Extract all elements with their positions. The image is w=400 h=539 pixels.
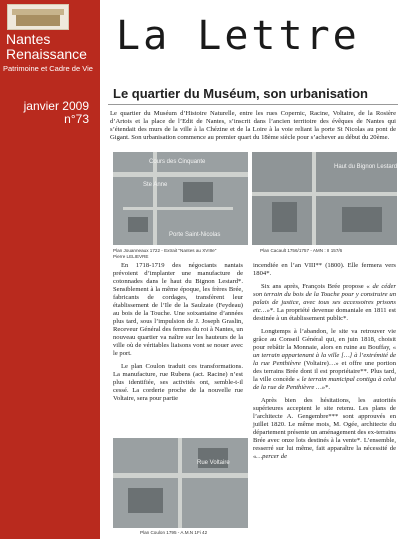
map1-label-3: Porte Saint-Nicolas: [169, 232, 221, 238]
map2-label-1: Haut du Bignon Lestard: [334, 164, 397, 170]
brand-subtitle: Patrimoine et Cadre de Vie: [3, 64, 93, 73]
article-right-column: [253, 262, 396, 466]
map-jouanneaux-image: [113, 152, 248, 245]
brand-name-line1: Nantes: [6, 31, 51, 47]
right-paragraph-1: incendiée en l’an VIII** (1800). Elle fermera vers 1804*.: [253, 262, 396, 277]
map-coulon-image: [113, 438, 248, 528]
right-paragraph-2: Six ans après, François Brée propose « de céder son terrain du bois de la Touche pour y construire un palais de justice, avec tous ses accessoires prisons etc…»*. La propriété devenue domaniale en 1811 est destinée à un établissement public*.: [253, 283, 397, 322]
map1-label-1: Cours des Cinquante: [149, 159, 206, 165]
article-left-column: [113, 262, 243, 408]
map-cacault-image: [252, 152, 397, 245]
sidebar-band: [0, 0, 100, 539]
masthead-title: La Lettre: [116, 13, 360, 59]
issue-date: janvier 2009: [23, 99, 89, 113]
logo-facade: [16, 15, 60, 26]
right-paragraph-4: Après bien des hésitations, les autorités supérieures acceptent le site retenu. Les plans de l’architecte A. Gengembre*** sont approuvés en juillet 1820. Le même mois, M. Ogée, architecte du département présente un aménagement des ex-terrains Brée avec onze lots destinés à la vente*. L’ensemble, resserré sur lui même, fait apparaître la nécessité de «…percer de: [253, 397, 396, 460]
right-paragraph-3: Longtemps à l’abandon, le site va retrouver vie grâce au Conseil Général qui, en juin 1818, choisit pour rebâtir la Monnaie, alors en ruine au Bouffay, « un terrain appartenant à la ville […] à l’extrémité de la rue Penthièvre (Voltaire)…» et offre une portion des terrains Brée dont il est propriétaire**. Plus tard, la ville concède « le terrain municipal contigu à celui de la rue de Penthièvre …»*.: [253, 328, 397, 391]
title-divider: [108, 104, 398, 105]
map3-caption: Plan Coulon 1795 - A.M.N 1Fi 42: [140, 530, 208, 535]
brand-name-line2: Renaissance: [6, 46, 87, 62]
map2-caption: Plan Cacault 1756/1757 - AMN : II 157/6: [260, 248, 343, 253]
logo-building-icon: [7, 4, 69, 30]
map3-label-1: Rue Voltaire: [197, 460, 230, 466]
left-paragraph-1: En 1718-1719 des négociants nantais prévoient d’implanter une manufacture de cotonnades dans le haut du Bignon Lestard*. Sensiblement à la même époque, les frères Brée, fabricants de cordages, transfèrent leur établissement de l’Ile de la Saulzaie (Feydeau) au bois de la Touche. Une soixantaine d’années plus tard, sous l’impulsion de J. Joseph Graslin, Receveur Général des fermes du roi à Nantes, un nouveau quartier va naître sur les hauteurs de la ville où de véritables liaisons vont se nouer avec le port.: [113, 262, 243, 357]
article-title: Le quartier du Muséum, son urbanisation: [113, 86, 368, 101]
map1-caption: Plan Jouanneaux 1722 - Extrait "Nantes au XVIIIe" Pierre LELIEVRE: [113, 248, 217, 259]
left-paragraph-2: Le plan Coulon traduit ces transformations. La manufacture, rue Rubens (act. Racine) n’est plus identifiée, ses activités ont, semble-t-il cessé. La corderie proche de la nouvelle rue Voltaire, sera pour partie: [113, 363, 243, 402]
map1-label-2: Ste Anne: [143, 182, 168, 188]
issue-number: n°73: [64, 112, 89, 126]
article-intro: Le quartier du Muséum d’Histoire Naturelle, entre les rues Copernic, Racine, Voltaire, de la Rosière d’Artois et la place de l’Edit de Nantes, s’inscrit dans l’ancien territoire des évêques de Nantes qui s’étendait des murs de la ville à la Chézine et de la Loire à la voie reliant la porte St Nicolas au pont de Gigant. Son urbanisation commence au premier quart du 18ème siècle pour s’achever au début du 20ème.: [110, 110, 396, 141]
